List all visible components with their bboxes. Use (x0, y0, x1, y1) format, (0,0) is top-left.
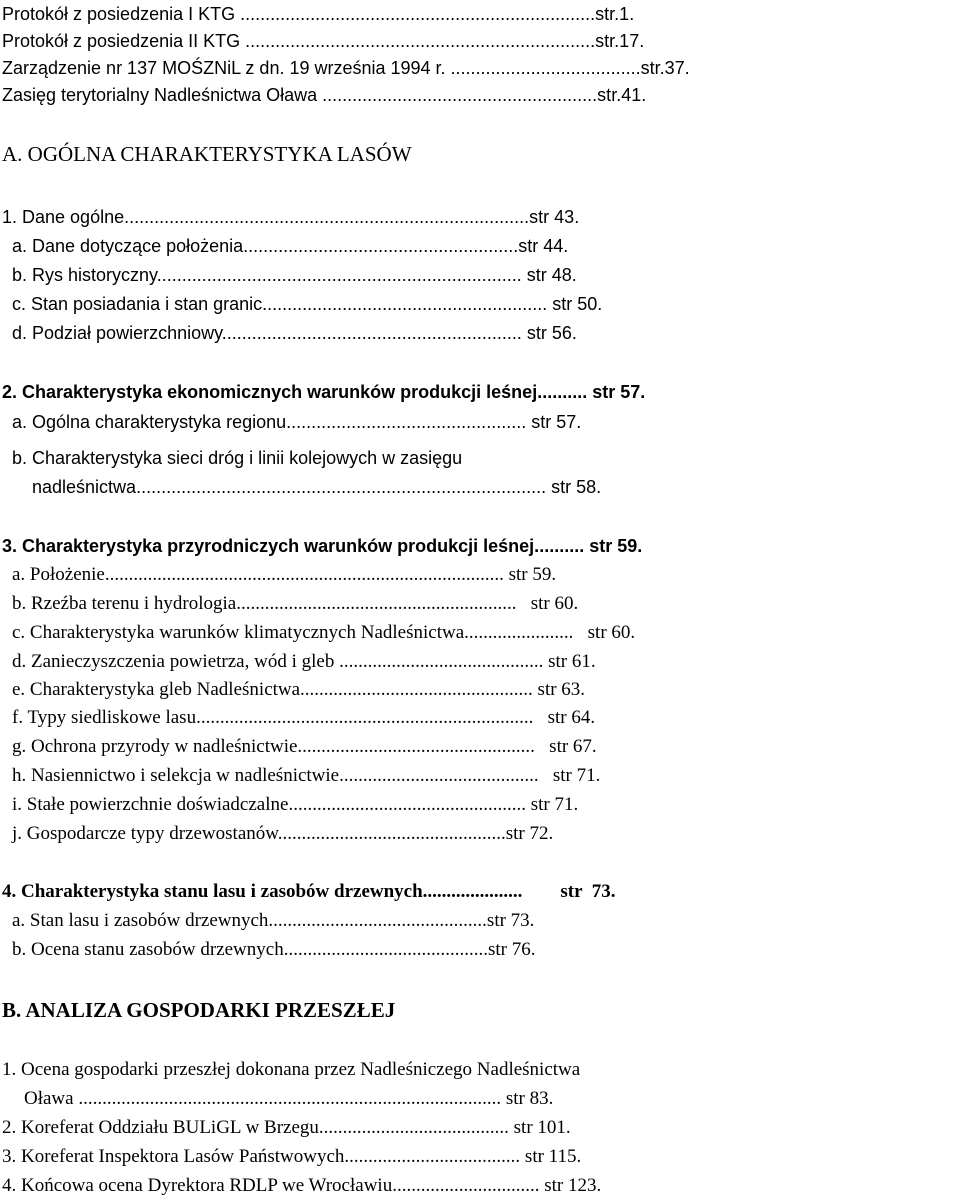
toc-entry: d. Zanieczyszczenia powietrza, wód i gleb ........................................... str 61. (12, 651, 596, 672)
toc-entry: a. Stan lasu i zasobów drzewnych..............................................str 73. (12, 910, 535, 931)
toc-entry: Zarządzenie nr 137 MOŚZNiL z dn. 19 września 1994 r. ......................................str.37. (2, 58, 690, 78)
toc-entry: 3. Koreferat Inspektora Lasów Państwowych..................................... str 115. (2, 1146, 582, 1167)
toc-entry: a. Ogólna charakterystyka regionu................................................ str 57. (12, 412, 582, 432)
toc-entry: c. Charakterystyka warunków klimatycznych Nadleśnictwa....................... str 60. (12, 622, 636, 643)
toc-entry: 3. Charakterystyka przyrodniczych warunków produkcji leśnej.......... str 59. (2, 536, 643, 556)
toc-entry: Protokół z posiedzenia I KTG .......................................................................str.1. (2, 4, 635, 24)
section-heading: B. ANALIZA GOSPODARKI PRZESZŁEJ (2, 998, 396, 1022)
toc-entry: d. Podział powierzchniowy............................................................ str 56. (12, 323, 577, 343)
toc-entry: 2. Charakterystyka ekonomicznych warunków produkcji leśnej.......... str 57. (2, 382, 646, 402)
toc-entry: b. Rzeźba terenu i hydrologia........................................................... str 60. (12, 593, 579, 614)
toc-entry: 1. Dane ogólne.................................................................................str 43. (2, 207, 580, 227)
toc-entry: 4. Końcowa ocena Dyrektora RDLP we Wrocławiu............................... str 123. (2, 1175, 602, 1196)
toc-entry: f. Typy siedliskowe lasu....................................................................... str 64. (12, 707, 596, 728)
section-heading: A. OGÓLNA CHARAKTERYSTYKA LASÓW (2, 142, 412, 166)
toc-entry: g. Ochrona przyrody w nadleśnictwie.................................................. str 67. (12, 736, 597, 757)
toc-entry: 1. Ocena gospodarki przeszłej dokonana przez Nadleśniczego Nadleśnictwa (2, 1059, 581, 1080)
toc-entry: 4. Charakterystyka stanu lasu i zasobów drzewnych..................... str 73. (2, 881, 616, 902)
toc-entry: a. Dane dotyczące położenia.......................................................str 44. (12, 236, 569, 256)
toc-entry: j. Gospodarcze typy drzewostanów................................................str 72. (12, 823, 554, 844)
toc-entry: h. Nasiennictwo i selekcja w nadleśnictwie.......................................... str 71. (12, 765, 601, 786)
toc-entry: i. Stałe powierzchnie doświadczalne.................................................. str 71. (12, 794, 579, 815)
toc-entry: e. Charakterystyka gleb Nadleśnictwa................................................. str 63. (12, 679, 586, 700)
toc-entry: Zasięg terytorialny Nadleśnictwa Oława .......................................................str.41. (2, 85, 647, 105)
toc-entry: b. Rys historyczny......................................................................... str 48. (12, 265, 577, 285)
toc-entry: c. Stan posiadania i stan granic......................................................... str 50. (12, 294, 603, 314)
toc-entry: b. Charakterystyka sieci dróg i linii kolejowych w zasięgu (12, 448, 463, 468)
toc-entry: nadleśnictwa.................................................................................. str 58. (32, 477, 602, 497)
toc-entry: 2. Koreferat Oddziału BULiGL w Brzegu........................................ str 101. (2, 1117, 571, 1138)
toc-entry: b. Ocena stanu zasobów drzewnych...........................................str 76. (12, 939, 536, 960)
toc-entry: Oława ......................................................................................... str 83. (24, 1088, 554, 1109)
toc-entry: Protokół z posiedzenia II KTG ......................................................................str.17. (2, 31, 645, 51)
toc-entry: a. Położenie.................................................................................... str 59. (12, 564, 557, 585)
